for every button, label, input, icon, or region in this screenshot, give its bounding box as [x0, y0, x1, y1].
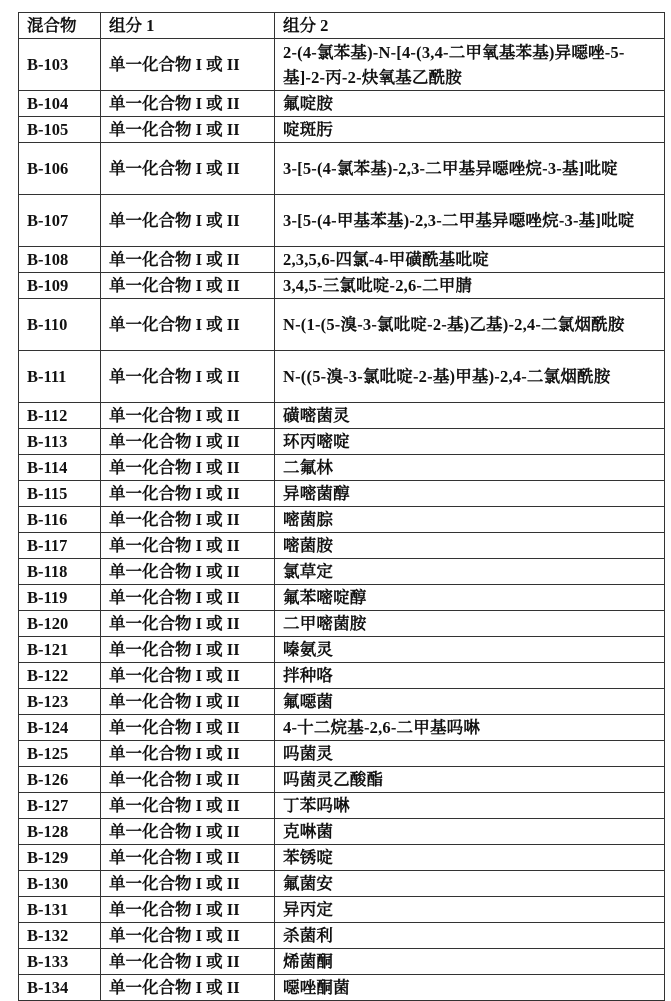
cell-component-1: 单一化合物 I 或 II — [101, 507, 275, 533]
table-row — [19, 247, 665, 273]
cell-component-1: 单一化合物 I 或 II — [101, 481, 275, 507]
table-row — [19, 793, 665, 819]
cell-mixture-id: B-128 — [19, 819, 101, 845]
cell-mixture-id: B-130 — [19, 871, 101, 897]
table-row — [19, 39, 665, 91]
cell-component-2: 2-(4-氯苯基)-N-[4-(3,4-二甲氧基苯基)异噁唑-5-基]-2-丙-2-炔氧基乙酰胺 — [275, 39, 665, 91]
cell-component-2: 磺嘧菌灵 — [275, 403, 665, 429]
cell-component-2: 嘧菌胺 — [275, 533, 665, 559]
cell-component-1: 单一化合物 I 或 II — [101, 117, 275, 143]
cell-component-2: N-(1-(5-溴-3-氯吡啶-2-基)乙基)-2,4-二氯烟酰胺 — [275, 299, 665, 351]
table-row — [19, 429, 665, 455]
cell-mixture-id: B-114 — [19, 455, 101, 481]
cell-component-1: 单一化合物 I 或 II — [101, 741, 275, 767]
cell-component-2: N-((5-溴-3-氯吡啶-2-基)甲基)-2,4-二氯烟酰胺 — [275, 351, 665, 403]
cell-component-1: 单一化合物 I 或 II — [101, 767, 275, 793]
cell-mixture-id: B-103 — [19, 39, 101, 91]
cell-component-1: 单一化合物 I 或 II — [101, 403, 275, 429]
cell-component-2: 克啉菌 — [275, 819, 665, 845]
cell-mixture-id: B-127 — [19, 793, 101, 819]
cell-component-1: 单一化合物 I 或 II — [101, 351, 275, 403]
table-row — [19, 559, 665, 585]
table-row — [19, 741, 665, 767]
cell-component-2: 嘧菌腙 — [275, 507, 665, 533]
table-row — [19, 689, 665, 715]
cell-component-2: 3-[5-(4-甲基苯基)-2,3-二甲基异噁唑烷-3-基]吡啶 — [275, 195, 665, 247]
cell-mixture-id: B-131 — [19, 897, 101, 923]
cell-component-2: 二氟林 — [275, 455, 665, 481]
cell-mixture-id: B-129 — [19, 845, 101, 871]
cell-component-2: 氯草定 — [275, 559, 665, 585]
cell-component-2: 氟菌安 — [275, 871, 665, 897]
table-row — [19, 533, 665, 559]
table-row — [19, 299, 665, 351]
cell-component-2: 噁唑酮菌 — [275, 975, 665, 1001]
cell-component-2: 吗菌灵 — [275, 741, 665, 767]
table-row — [19, 923, 665, 949]
table-row — [19, 195, 665, 247]
cell-component-1: 单一化合物 I 或 II — [101, 689, 275, 715]
cell-component-2: 嗪氨灵 — [275, 637, 665, 663]
cell-component-2: 烯菌酮 — [275, 949, 665, 975]
table-row — [19, 351, 665, 403]
cell-component-1: 单一化合物 I 或 II — [101, 611, 275, 637]
table-row — [19, 91, 665, 117]
cell-mixture-id: B-121 — [19, 637, 101, 663]
cell-mixture-id: B-106 — [19, 143, 101, 195]
cell-component-2: 3,4,5-三氯吡啶-2,6-二甲腈 — [275, 273, 665, 299]
cell-component-1: 单一化合物 I 或 II — [101, 897, 275, 923]
table-row — [19, 611, 665, 637]
cell-component-1: 单一化合物 I 或 II — [101, 663, 275, 689]
mixture-table — [18, 12, 665, 1001]
cell-component-2: 2,3,5,6-四氯-4-甲磺酰基吡啶 — [275, 247, 665, 273]
cell-component-2: 二甲嘧菌胺 — [275, 611, 665, 637]
cell-component-1: 单一化合物 I 或 II — [101, 637, 275, 663]
cell-component-2: 异嘧菌醇 — [275, 481, 665, 507]
table-row — [19, 715, 665, 741]
cell-mixture-id: B-118 — [19, 559, 101, 585]
cell-component-2: 氟噁菌 — [275, 689, 665, 715]
table-row — [19, 975, 665, 1001]
cell-component-1: 单一化合物 I 或 II — [101, 559, 275, 585]
table-row — [19, 819, 665, 845]
cell-mixture-id: B-111 — [19, 351, 101, 403]
cell-mixture-id: B-133 — [19, 949, 101, 975]
table-body — [19, 39, 665, 1001]
cell-mixture-id: B-124 — [19, 715, 101, 741]
cell-mixture-id: B-120 — [19, 611, 101, 637]
cell-mixture-id: B-112 — [19, 403, 101, 429]
cell-mixture-id: B-104 — [19, 91, 101, 117]
table-row — [19, 585, 665, 611]
cell-mixture-id: B-113 — [19, 429, 101, 455]
header-component-1: 组分 1 — [101, 13, 275, 39]
cell-component-1: 单一化合物 I 或 II — [101, 429, 275, 455]
table-row — [19, 897, 665, 923]
cell-component-2: 啶斑肟 — [275, 117, 665, 143]
cell-component-2: 氟苯嘧啶醇 — [275, 585, 665, 611]
cell-component-2: 拌种咯 — [275, 663, 665, 689]
header-mixture: 混合物 — [19, 13, 101, 39]
table-row — [19, 845, 665, 871]
cell-component-2: 氟啶胺 — [275, 91, 665, 117]
table-row — [19, 871, 665, 897]
cell-mixture-id: B-132 — [19, 923, 101, 949]
table-row — [19, 403, 665, 429]
cell-component-2: 苯锈啶 — [275, 845, 665, 871]
cell-mixture-id: B-109 — [19, 273, 101, 299]
cell-component-1: 单一化合物 I 或 II — [101, 949, 275, 975]
cell-mixture-id: B-107 — [19, 195, 101, 247]
cell-component-1: 单一化合物 I 或 II — [101, 715, 275, 741]
cell-mixture-id: B-108 — [19, 247, 101, 273]
cell-mixture-id: B-123 — [19, 689, 101, 715]
cell-mixture-id: B-122 — [19, 663, 101, 689]
table-row — [19, 143, 665, 195]
cell-component-1: 单一化合物 I 或 II — [101, 195, 275, 247]
table-row — [19, 455, 665, 481]
cell-mixture-id: B-115 — [19, 481, 101, 507]
table-row — [19, 117, 665, 143]
cell-component-1: 单一化合物 I 或 II — [101, 39, 275, 91]
table-row — [19, 949, 665, 975]
table-row — [19, 507, 665, 533]
cell-component-1: 单一化合物 I 或 II — [101, 793, 275, 819]
cell-component-1: 单一化合物 I 或 II — [101, 585, 275, 611]
cell-component-1: 单一化合物 I 或 II — [101, 923, 275, 949]
cell-component-2: 环丙嘧啶 — [275, 429, 665, 455]
cell-component-1: 单一化合物 I 或 II — [101, 247, 275, 273]
cell-component-1: 单一化合物 I 或 II — [101, 819, 275, 845]
cell-component-1: 单一化合物 I 或 II — [101, 299, 275, 351]
cell-component-2: 丁苯吗啉 — [275, 793, 665, 819]
cell-component-2: 4-十二烷基-2,6-二甲基吗啉 — [275, 715, 665, 741]
cell-mixture-id: B-125 — [19, 741, 101, 767]
cell-mixture-id: B-105 — [19, 117, 101, 143]
table-row — [19, 663, 665, 689]
header-component-2: 组分 2 — [275, 13, 665, 39]
cell-component-1: 单一化合物 I 或 II — [101, 273, 275, 299]
cell-component-1: 单一化合物 I 或 II — [101, 455, 275, 481]
table-row — [19, 637, 665, 663]
cell-mixture-id: B-117 — [19, 533, 101, 559]
cell-mixture-id: B-119 — [19, 585, 101, 611]
cell-component-1: 单一化合物 I 或 II — [101, 845, 275, 871]
table-header-row — [19, 13, 665, 39]
cell-mixture-id: B-134 — [19, 975, 101, 1001]
cell-mixture-id: B-116 — [19, 507, 101, 533]
cell-component-1: 单一化合物 I 或 II — [101, 143, 275, 195]
cell-component-1: 单一化合物 I 或 II — [101, 975, 275, 1001]
cell-component-2: 杀菌利 — [275, 923, 665, 949]
cell-mixture-id: B-126 — [19, 767, 101, 793]
cell-component-1: 单一化合物 I 或 II — [101, 533, 275, 559]
table-row — [19, 273, 665, 299]
cell-component-2: 异丙定 — [275, 897, 665, 923]
cell-mixture-id: B-110 — [19, 299, 101, 351]
cell-component-2: 3-[5-(4-氯苯基)-2,3-二甲基异噁唑烷-3-基]吡啶 — [275, 143, 665, 195]
cell-component-2: 吗菌灵乙酸酯 — [275, 767, 665, 793]
table-row — [19, 481, 665, 507]
table-row — [19, 767, 665, 793]
cell-component-1: 单一化合物 I 或 II — [101, 91, 275, 117]
cell-component-1: 单一化合物 I 或 II — [101, 871, 275, 897]
